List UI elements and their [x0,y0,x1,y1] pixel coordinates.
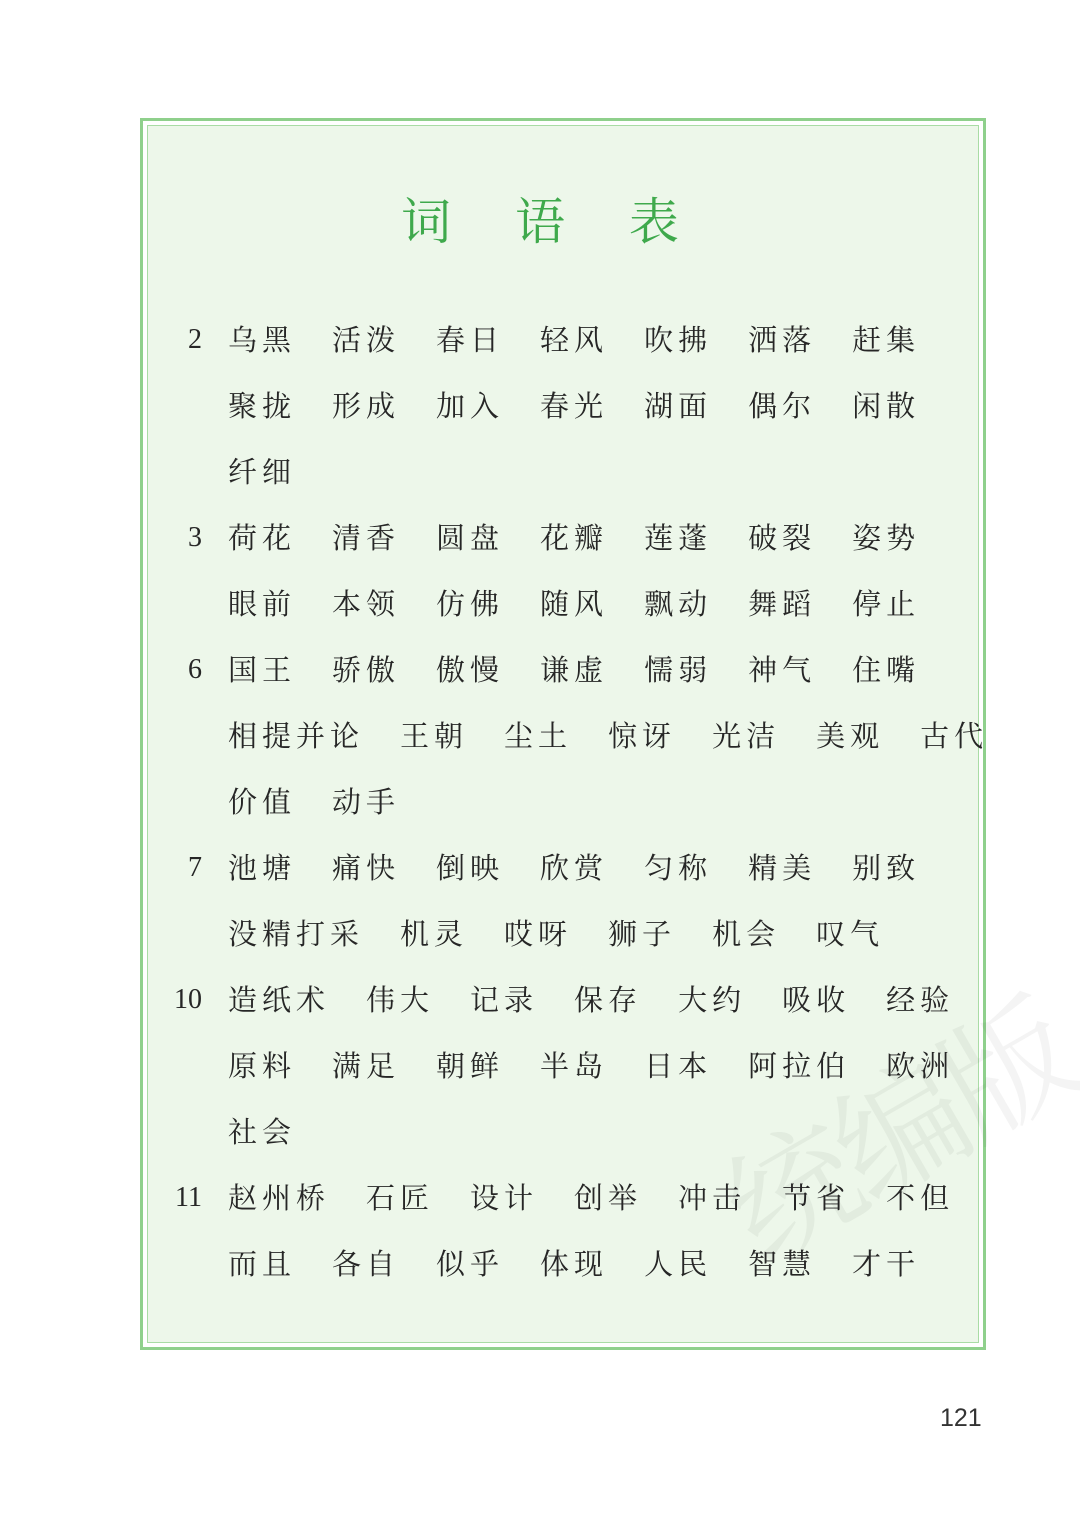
vocab-word: 眼前 [228,587,297,621]
vocab-word: 惊讶 [608,719,677,753]
vocab-word: 加入 [436,389,505,423]
vocab-word: 荷花 [228,521,297,555]
vocab-word: 闲散 [852,389,921,423]
word-line [228,1106,332,1158]
vocab-word: 纤细 [228,455,297,489]
vocab-word: 随风 [540,587,609,621]
vocab-word: 匀称 [644,851,713,885]
vocab-word: 机灵 [400,917,469,951]
vocab-word: 清香 [332,521,401,555]
vocab-word: 池塘 [228,851,297,885]
vocab-word: 各自 [332,1247,401,1281]
vocab-word: 似乎 [436,1247,505,1281]
vocab-word: 赶集 [852,323,921,357]
vocab-word: 古代 [920,719,989,753]
vocab-word: 半岛 [540,1049,609,1083]
vocab-word: 春日 [436,323,505,357]
vocab-word: 欣赏 [540,851,609,885]
vocab-word: 造纸术 [228,983,331,1017]
word-line [228,578,956,630]
vocab-word: 精美 [748,851,817,885]
lesson-number: 7 [188,852,202,883]
vocab-word: 而且 [228,1247,297,1281]
vocab-word: 别致 [852,851,921,885]
vocab-word: 住嘴 [852,653,921,687]
lesson-number: 11 [175,1182,202,1213]
word-line [228,446,332,498]
vocab-word: 吹拂 [644,323,713,357]
vocab-word: 冲击 [678,1181,747,1215]
vocab-word: 设计 [470,1181,539,1215]
vocab-word: 莲蓬 [644,521,713,555]
vocab-word: 创举 [574,1181,643,1215]
vocab-word: 价值 [228,785,297,819]
vocab-word: 舞蹈 [748,587,817,621]
vocab-word: 社会 [228,1115,297,1149]
vocab-word: 尘土 [504,719,573,753]
vocab-word: 满足 [332,1049,401,1083]
vocab-word: 石匠 [366,1181,435,1215]
vocab-word: 姿势 [852,521,921,555]
page-title: 词 语 表 [401,193,703,251]
vocab-word: 破裂 [748,521,817,555]
vocab-word: 聚拢 [228,389,297,423]
vocab-word: 偶尔 [748,389,817,423]
vocab-word: 国王 [228,653,297,687]
word-line [228,776,436,828]
vocab-word: 阿拉伯 [748,1049,851,1083]
vocab-word: 人民 [644,1247,713,1281]
vocab-word: 欧洲 [886,1049,955,1083]
word-line [228,644,956,696]
vocab-word: 乌黑 [228,323,297,357]
vocab-word: 痛快 [332,851,401,885]
vocab-word: 大约 [678,983,747,1017]
vocab-word: 哎呀 [504,917,573,951]
vocab-word: 骄傲 [332,653,401,687]
vocab-word: 本领 [332,587,401,621]
vocab-word: 动手 [332,785,401,819]
vocab-word: 不但 [886,1181,955,1215]
vocab-word: 节省 [782,1181,851,1215]
vocab-word: 仿佛 [436,587,505,621]
vocab-word: 叹气 [816,917,885,951]
word-line [228,380,956,432]
vocab-word: 傲慢 [436,653,505,687]
vocab-word: 原料 [228,1049,297,1083]
vocab-word: 谦虚 [540,653,609,687]
vocab-word: 轻风 [540,323,609,357]
vocab-word: 才干 [852,1247,921,1281]
word-line [228,710,1024,762]
vocab-word: 懦弱 [644,653,713,687]
page-number: 121 [940,1404,982,1432]
word-line [228,314,956,366]
vocab-word: 赵州桥 [228,1181,331,1215]
vocab-word: 保存 [574,983,643,1017]
vocab-word: 湖面 [644,389,713,423]
vocab-word: 相提并论 [228,719,365,753]
vocab-word: 花瓣 [540,521,609,555]
vocab-word: 没精打采 [228,917,365,951]
lesson-number: 10 [174,984,202,1015]
vocab-word: 体现 [540,1247,609,1281]
vocab-word: 神气 [748,653,817,687]
vocab-word: 记录 [470,983,539,1017]
vocab-word: 朝鲜 [436,1049,505,1083]
vocab-word: 吸收 [782,983,851,1017]
vocab-word: 倒映 [436,851,505,885]
vocab-word: 飘动 [644,587,713,621]
word-line [228,908,920,960]
vocab-word: 圆盘 [436,521,505,555]
word-line [228,974,990,1026]
vocab-word: 美观 [816,719,885,753]
vocab-word: 机会 [712,917,781,951]
vocab-word: 王朝 [400,719,469,753]
lesson-number: 3 [188,522,202,553]
vocab-word: 经验 [886,983,955,1017]
vocab-word: 光洁 [712,719,781,753]
vocab-word: 伟大 [366,983,435,1017]
lesson-number: 6 [188,654,202,685]
vocab-word: 停止 [852,587,921,621]
vocab-word: 狮子 [608,917,677,951]
lesson-number: 2 [188,324,202,355]
vocab-word: 智慧 [748,1247,817,1281]
vocab-word: 活泼 [332,323,401,357]
word-line [228,842,956,894]
vocab-word: 形成 [332,389,401,423]
vocab-word: 日本 [644,1049,713,1083]
word-line [228,512,956,564]
vocab-word: 春光 [540,389,609,423]
vocab-word: 洒落 [748,323,817,357]
